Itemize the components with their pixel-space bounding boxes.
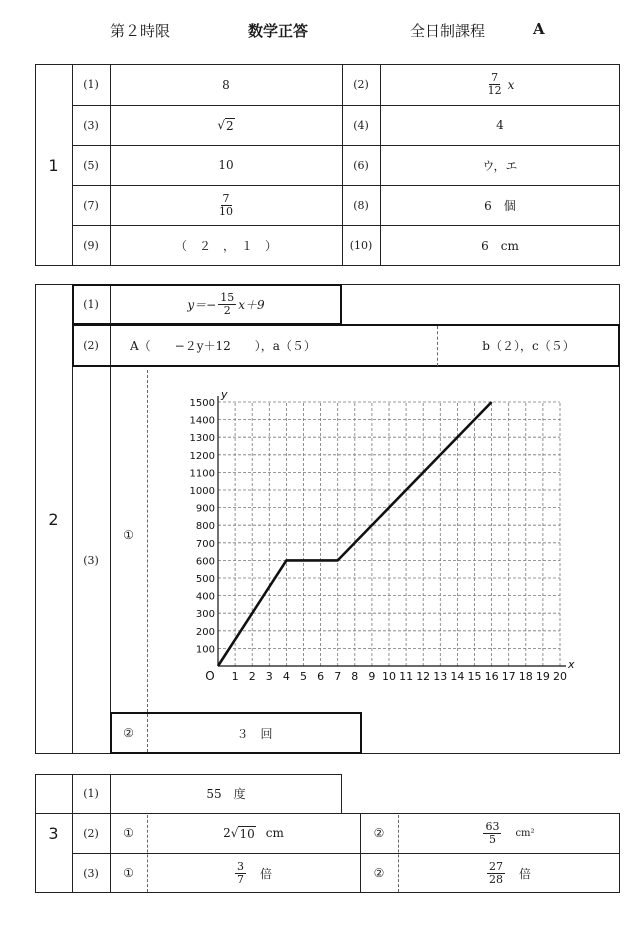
x-tick-label: 10 <box>382 670 396 683</box>
q2-1-lhs: y＝− <box>187 298 217 312</box>
x-axis-label: x <box>568 658 575 671</box>
x-tick-label: 15 <box>467 670 482 683</box>
q3-3-numerator2: 27 <box>488 859 503 873</box>
x-tick-label: 8 <box>351 670 359 683</box>
q3-1-answer: 55 度 <box>206 787 246 801</box>
q3-2-denominator: 5 <box>488 832 496 846</box>
exam-subject: 数学正答 <box>248 22 309 40</box>
q1-4-answer: 4 <box>496 118 504 132</box>
q1-3-answer <box>110 105 342 145</box>
q3-2-unit: cm <box>265 826 284 840</box>
q3-3-sub2-answer <box>398 853 620 893</box>
q3-3-denominator2: 28 <box>488 872 503 886</box>
q3-2-radicand: 10 <box>239 826 255 841</box>
q1-7-denominator: 10 <box>219 204 233 218</box>
q2-2-answer-b: b（２），c（５） <box>482 339 575 353</box>
q1-7-numerator: 7 <box>222 191 230 205</box>
q3-3-sub1-answer <box>147 853 360 893</box>
y-tick-label: 300 <box>195 609 215 621</box>
x-tick-label: 7 <box>334 670 342 683</box>
distance-time-graph <box>150 390 580 690</box>
q1-7-number: (7) <box>83 198 99 212</box>
x-tick-label: 12 <box>416 670 431 683</box>
q3-2-sub1-label: ① <box>123 826 134 840</box>
q3-2-numerator: 63 <box>485 819 500 833</box>
q1-4-number: (4) <box>353 118 369 132</box>
q1-1-number: (1) <box>83 78 99 91</box>
exam-version: A <box>533 20 545 38</box>
q1-5-answer: 10 <box>218 158 234 172</box>
q2-1-answer <box>110 284 342 325</box>
x-tick-label: 14 <box>450 670 465 683</box>
x-tick-label: 20 <box>553 670 567 683</box>
x-tick-label: 13 <box>433 670 448 683</box>
y-tick-label: 1200 <box>189 450 215 462</box>
q2-2-number: (2) <box>83 339 99 352</box>
y-tick-label: 600 <box>195 556 215 568</box>
q1-6-answer: ウ，エ <box>482 158 518 173</box>
q1-3-root-sign: √ <box>217 118 225 132</box>
y-tick-label: 1500 <box>189 398 215 409</box>
q1-2-variable: x <box>507 77 515 92</box>
x-tick-label: 4 <box>282 670 290 683</box>
q3-3-number: (3) <box>83 866 99 880</box>
q3-2-sub1-answer: 2 √ 10 cm <box>223 826 284 841</box>
y-tick-label: 100 <box>195 644 215 656</box>
q3-2-number: (2) <box>83 826 99 840</box>
q3-3-sub2-label: ② <box>373 866 385 880</box>
q3-2-sub2-label: ② <box>373 826 385 840</box>
q3-2-coefficient: 2 <box>223 826 231 840</box>
x-tick-label: 16 <box>484 670 499 683</box>
q1-6-number: (6) <box>353 158 369 172</box>
x-tick-label: 5 <box>300 670 307 683</box>
q3-3-denominator1: 7 <box>236 872 244 886</box>
q1-3-number: (3) <box>83 118 99 132</box>
q2-3-sub2-answer: ３ 回 <box>236 726 273 741</box>
exam-period: 第２時限 <box>110 22 171 40</box>
q3-2-sub2-answer <box>398 813 620 853</box>
q2-1-denominator: 2 <box>223 304 231 317</box>
q3-3-unit2: 倍 <box>518 866 531 881</box>
y-tick-label: 500 <box>195 574 215 585</box>
q1-3-radicand: 2 <box>226 118 234 133</box>
x-tick-label: 6 <box>317 670 325 683</box>
x-tick-label: 19 <box>535 670 550 683</box>
q2-1-numerator: 15 <box>220 291 235 305</box>
q1-label: 1 <box>48 155 59 175</box>
q3-3-sub1-label: ① <box>123 866 134 880</box>
q2-3-sub2-label: ② <box>123 726 134 740</box>
y-tick-label: 800 <box>195 521 215 533</box>
q3-3-unit1: 倍 <box>259 866 272 881</box>
q1-10-number: (10) <box>349 239 373 252</box>
x-tick-label: 17 <box>501 670 516 683</box>
q2-1-number: (1) <box>83 298 99 311</box>
q1-1-answer: 8 <box>222 77 230 92</box>
q2-1-rhs: x＋9 <box>238 298 265 312</box>
q1-2-denominator: 12 <box>487 84 502 97</box>
y-axis-label: y <box>221 390 228 401</box>
q3-3-numerator1: 3 <box>236 859 244 873</box>
q2-2-answer-a: A（ −２y＋12 ），a（５） <box>130 339 316 353</box>
y-tick-label: 1100 <box>189 468 215 480</box>
y-tick-label: 900 <box>195 503 215 515</box>
q1-2-number: (2) <box>353 78 369 91</box>
y-tick-label: 200 <box>195 626 215 638</box>
q1-2-answer <box>380 64 620 105</box>
q2-3-number: (3) <box>83 554 99 567</box>
q1-8-answer: 6 個 <box>484 198 516 213</box>
exam-course: 全日制課程 <box>410 22 486 40</box>
q2-label: 2 <box>48 509 59 529</box>
x-tick-label: 1 <box>231 670 239 683</box>
q1-7-answer <box>110 185 342 225</box>
q1-9-answer: （ ２ ， １ ） <box>174 239 277 253</box>
y-tick-label: 1000 <box>189 486 215 497</box>
q1-2-numerator: 7 <box>491 71 499 85</box>
q3-1-number: (1) <box>83 787 99 800</box>
y-tick-label: 400 <box>195 591 215 603</box>
y-tick-label: 700 <box>195 538 215 550</box>
y-tick-label: 1400 <box>189 415 215 427</box>
q3-2-area-unit: cm² <box>515 827 535 839</box>
x-tick-label: 2 <box>248 670 256 683</box>
q1-10-answer: 6 cm <box>481 239 519 253</box>
q1-8-number: (8) <box>353 198 369 212</box>
q3-label: 3 <box>48 824 59 843</box>
q1-9-number: (9) <box>83 239 99 252</box>
q2-3-sub1-label: ① <box>123 528 134 542</box>
x-tick-label: 11 <box>399 670 414 683</box>
origin-label: O <box>205 669 215 683</box>
x-tick-label: 3 <box>265 670 273 683</box>
x-tick-label: 9 <box>368 670 376 683</box>
q1-5-number: (5) <box>83 158 99 172</box>
y-tick-label: 1300 <box>189 433 215 445</box>
x-tick-label: 18 <box>518 670 533 683</box>
